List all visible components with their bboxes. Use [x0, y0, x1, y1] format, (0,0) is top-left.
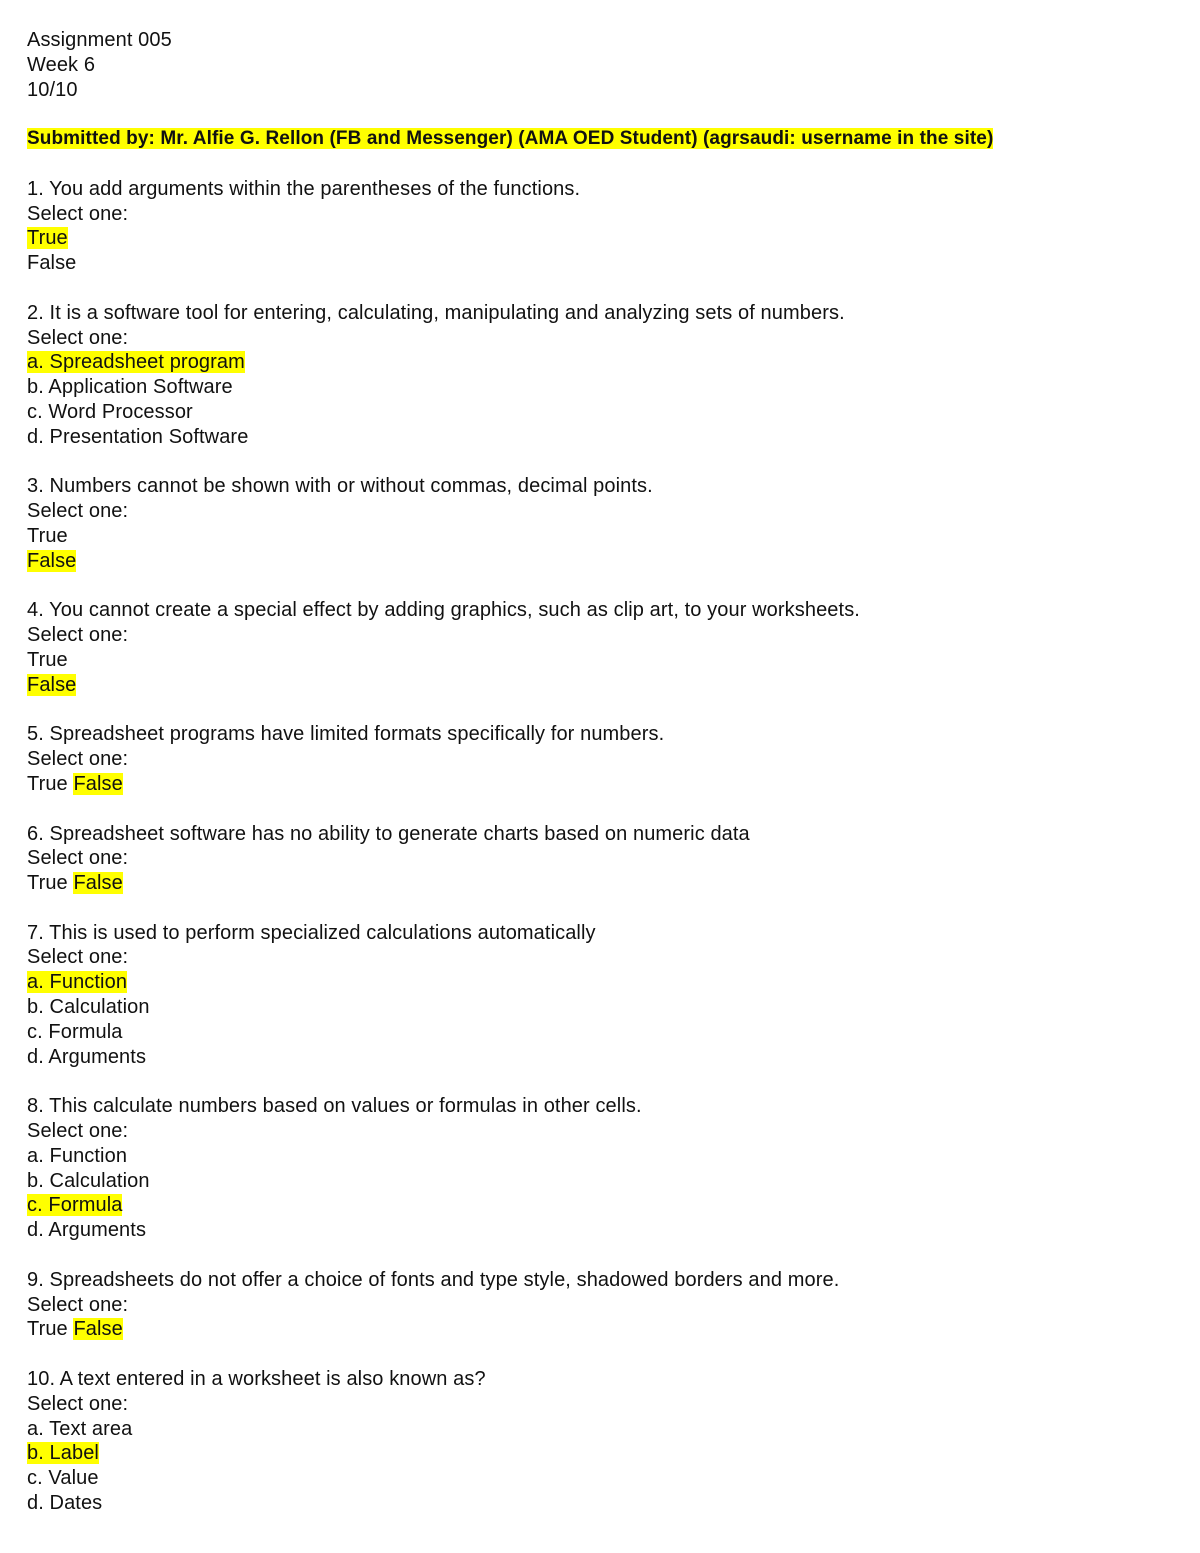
answer-option-line [27, 226, 1200, 251]
question-text: 4. You cannot create a special effect by adding graphics, such as clip art, to your worksheets. [27, 599, 860, 622]
answer-option-line [27, 1417, 1200, 1442]
answer-option: d. Arguments [27, 1219, 147, 1242]
question-6 [27, 822, 1200, 896]
answer-option-line [27, 524, 1200, 549]
answer-option-line [27, 549, 1200, 574]
selected-answer-option: False [73, 772, 123, 795]
answer-options-row [27, 772, 1200, 797]
question-10 [27, 1367, 1200, 1516]
answer-option-line [27, 648, 1200, 673]
select-one-label: Select one: [27, 1392, 129, 1415]
select-one-label: Select one: [27, 748, 129, 771]
answer-option: False [27, 252, 77, 275]
answer-options-row [27, 1317, 1200, 1342]
selected-answer-option: a. Spreadsheet program [27, 351, 245, 374]
answer-option: b. Application Software [27, 376, 233, 399]
answer-option: d. Dates [27, 1492, 103, 1515]
document-header [27, 28, 1200, 152]
select-one-label: Select one: [27, 1120, 129, 1143]
answer-option-line [27, 1441, 1200, 1466]
question-text: 10. A text entered in a worksheet is also known as? [27, 1368, 486, 1391]
question-text: 1. You add arguments within the parentheses of the functions. [27, 177, 581, 200]
answer-option: b. Calculation [27, 996, 150, 1019]
answer-option: True [27, 524, 68, 547]
answer-option: a. Function [27, 1144, 128, 1167]
question-5 [27, 722, 1200, 796]
answer-option-line [27, 1466, 1200, 1491]
selected-answer-option: False [73, 872, 123, 895]
selected-answer-option: a. Function [27, 971, 128, 994]
question-9 [27, 1268, 1200, 1342]
answer-option: True [27, 1318, 68, 1341]
answer-option-line [27, 1491, 1200, 1516]
answer-option: True [27, 648, 68, 671]
assignment-title: Assignment 005 [27, 29, 172, 51]
question-text: 7. This is used to perform specialized calculations automatically [27, 921, 596, 944]
question-8 [27, 1094, 1200, 1243]
select-one-label: Select one: [27, 500, 129, 523]
submitted-by-line [27, 127, 1200, 152]
question-7 [27, 921, 1200, 1070]
answer-option-line [27, 970, 1200, 995]
selected-answer-option: b. Label [27, 1442, 99, 1465]
answer-option-line [27, 251, 1200, 276]
answer-option-line [27, 1144, 1200, 1169]
question-1 [27, 177, 1200, 276]
answer-option-line [27, 1169, 1200, 1194]
answer-option: b. Calculation [27, 1169, 150, 1192]
selected-answer-option: False [27, 549, 77, 572]
question-list [27, 177, 1200, 1516]
selected-answer-option: False [73, 1318, 123, 1341]
question-2 [27, 301, 1200, 450]
answer-option-line [27, 1193, 1200, 1218]
selected-answer-option: True [27, 227, 68, 250]
answer-option-line [27, 673, 1200, 698]
select-one-label: Select one: [27, 202, 129, 225]
answer-option-line [27, 1218, 1200, 1243]
answer-option-line [27, 995, 1200, 1020]
answer-option: c. Formula [27, 1020, 123, 1043]
selected-answer-option: c. Formula [27, 1194, 123, 1217]
answer-option-line [27, 350, 1200, 375]
answer-option-line [27, 1045, 1200, 1070]
answer-options-row [27, 871, 1200, 896]
select-one-label: Select one: [27, 847, 129, 870]
question-text: 9. Spreadsheets do not offer a choice of fonts and type style, shadowed borders and more. [27, 1268, 840, 1291]
answer-option: d. Arguments [27, 1045, 147, 1068]
question-text: 3. Numbers cannot be shown with or without commas, decimal points. [27, 475, 653, 498]
select-one-label: Select one: [27, 326, 129, 349]
answer-option: a. Text area [27, 1417, 133, 1440]
answer-option-line [27, 425, 1200, 450]
score-label: 10/10 [27, 78, 78, 101]
question-text: 6. Spreadsheet software has no ability to generate charts based on numeric data [27, 822, 750, 845]
select-one-label: Select one: [27, 1293, 129, 1316]
answer-option: d. Presentation Software [27, 425, 249, 448]
answer-option: c. Word Processor [27, 400, 193, 423]
answer-option: True [27, 872, 68, 895]
answer-option: c. Value [27, 1467, 99, 1490]
answer-option-line [27, 375, 1200, 400]
select-one-label: Select one: [27, 624, 129, 647]
answer-option: True [27, 772, 68, 795]
question-text: 8. This calculate numbers based on values or formulas in other cells. [27, 1095, 642, 1118]
submitted-by-text: Submitted by: Mr. Alfie G. Rellon (FB and Messenger) (AMA OED Student) (agrsaudi: username in the site) [27, 128, 994, 150]
selected-answer-option: False [27, 673, 77, 696]
question-text: 2. It is a software tool for entering, calculating, manipulating and analyzing sets of numbers. [27, 301, 845, 324]
answer-option-line [27, 1020, 1200, 1045]
question-4 [27, 598, 1200, 697]
week-label: Week 6 [27, 53, 96, 76]
question-3 [27, 474, 1200, 573]
answer-option-line [27, 400, 1200, 425]
question-text: 5. Spreadsheet programs have limited formats specifically for numbers. [27, 723, 665, 746]
select-one-label: Select one: [27, 946, 129, 969]
